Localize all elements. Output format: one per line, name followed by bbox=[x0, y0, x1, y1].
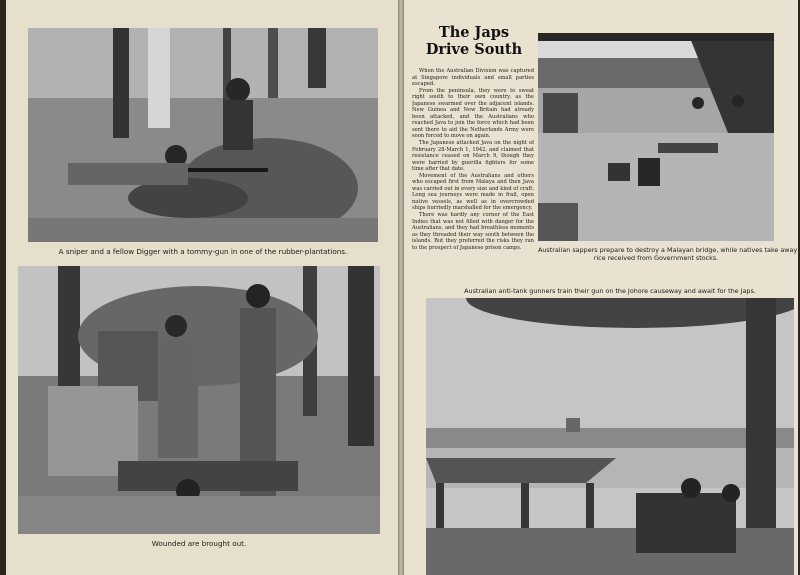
photo-sniper-rubber-plantation bbox=[28, 28, 378, 242]
caption-wounded: Wounded are brought out. bbox=[151, 539, 247, 548]
caption-sappers bbox=[538, 246, 798, 262]
article-title-line2: Drive South bbox=[425, 41, 523, 58]
article-paragraph: When the Australian Division was captured at Singapore individuals and small parties escaped. bbox=[412, 68, 534, 88]
article-paragraph: There was hardly any corner of the East Indies that was not filled with danger for the Australians, and they had breathless moments as they threaded their way south between the islands. But they preferred the risks they ran to the prospect of Japanese prison camps. bbox=[412, 212, 534, 251]
article-paragraph: From the peninsula, they were to sweat right south to their own country, as the Japanese swarmed over the adjacent islands. New Guinea and New Britain had already been attacked, and the Australians who reached Java to join the force which had been sent there to aid the Netherlands Army were soon forced to move on again. bbox=[412, 87, 534, 140]
caption-sappers-line1: Australian sappers prepare to destroy a Malayan bridge, while natives take away bbox=[538, 246, 798, 254]
photo-antitank-johore-causeway bbox=[426, 298, 794, 575]
article-body bbox=[412, 68, 534, 280]
article-paragraph: Movement of the Australians and others who escaped first from Malaya and then Java was carried out in every size and kind of craft. Long sea journeys were made in frail, open native vessels, as well as in overcrowded ships hurriedly marshalled for the emergency. bbox=[412, 172, 534, 212]
caption-sniper: A sniper and a fellow Digger with a tommy-gun in one of the rubber-plantations. bbox=[58, 247, 348, 256]
article-paragraph: The Japanese attacked Java on the night of February 28-March 1, 1942, and claimed that resistance ceased on March 9, though they were harried by guerilla fighters for some time after that date. bbox=[412, 140, 534, 173]
photo-sappers-malayan-bridge bbox=[538, 33, 774, 241]
article-title-line1: The Japs bbox=[438, 24, 510, 41]
caption-sappers-line2: rice received from Government stocks. bbox=[593, 254, 719, 262]
article-title bbox=[416, 24, 532, 58]
caption-antitank: Australian anti-tank gunners train their gun on the Johore causeway and await for the Japs. bbox=[464, 287, 756, 295]
photo-wounded-brought-out bbox=[18, 266, 380, 534]
